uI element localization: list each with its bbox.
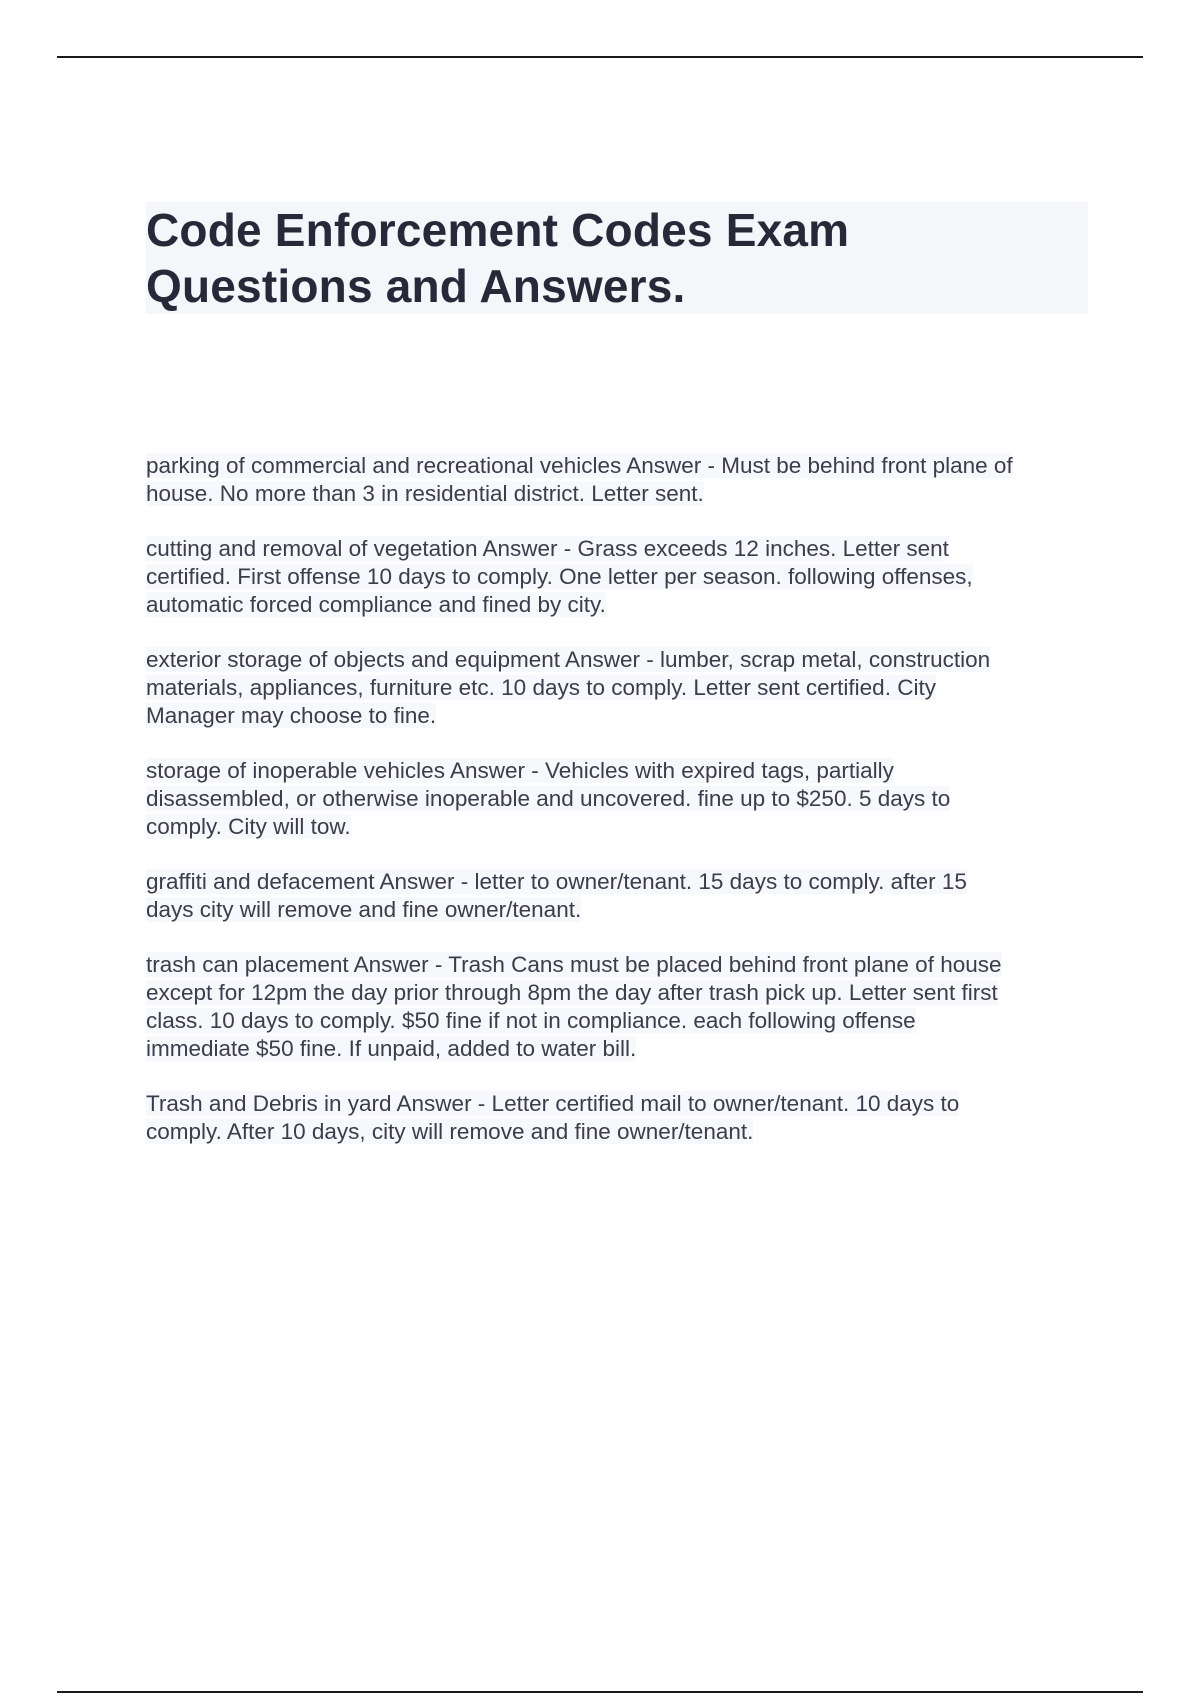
qa-line-text: cutting and removal of vegetation Answer - Grass exceeds 12 inches. Letter sent	[146, 536, 949, 561]
qa-line-text: comply. After 10 days, city will remove and fine owner/tenant.	[146, 1119, 754, 1144]
qa-item-commercial-vehicles	[146, 452, 1096, 508]
qa-line	[146, 702, 1096, 730]
qa-item-vegetation	[146, 535, 1096, 619]
qa-item-trash-debris	[146, 1090, 1096, 1146]
qa-line-text: except for 12pm the day prior through 8pm the day after trash pick up. Letter sent first	[146, 980, 998, 1005]
qa-line-text: house. No more than 3 in residential district. Letter sent.	[146, 481, 704, 506]
top-divider	[57, 56, 1143, 58]
qa-line	[146, 813, 1096, 841]
qa-item-exterior-storage	[146, 646, 1096, 730]
qa-line-text: comply. City will tow.	[146, 814, 351, 839]
qa-line	[146, 480, 1096, 508]
qa-line	[146, 1007, 1096, 1035]
qa-line-text: Manager may choose to fine.	[146, 703, 437, 728]
qa-line-text: parking of commercial and recreational vehicles Answer - Must be behind front plane of	[146, 453, 1013, 478]
title-line: Code Enforcement Codes Exam	[146, 204, 850, 256]
qa-line-text: days city will remove and fine owner/tenant.	[146, 897, 582, 922]
qa-line-text: immediate $50 fine. If unpaid, added to water bill.	[146, 1036, 637, 1061]
qa-line-text: certified. First offense 10 days to comply. One letter per season. following offenses,	[146, 564, 973, 589]
qa-line-text: exterior storage of objects and equipment Answer - lumber, scrap metal, construction	[146, 647, 991, 672]
qa-line-text: disassembled, or otherwise inoperable and uncovered. fine up to $250. 5 days to	[146, 786, 951, 811]
qa-line	[146, 646, 1096, 674]
qa-line-text: automatic forced compliance and fined by city.	[146, 592, 606, 617]
qa-line-text: trash can placement Answer - Trash Cans must be placed behind front plane of house	[146, 952, 1002, 977]
qa-line-text: Trash and Debris in yard Answer - Letter certified mail to owner/tenant. 10 days to	[146, 1091, 960, 1116]
qa-line	[146, 1090, 1096, 1118]
qa-line	[146, 951, 1096, 979]
qa-line	[146, 452, 1096, 480]
qa-line	[146, 1118, 1096, 1146]
qa-line-text: storage of inoperable vehicles Answer - Vehicles with expired tags, partially	[146, 758, 894, 783]
qa-item-inoperable-vehicles	[146, 757, 1096, 841]
qa-item-trash-can-placement	[146, 951, 1096, 1063]
qa-list	[146, 452, 1096, 1173]
document-title	[146, 202, 1088, 314]
bottom-divider	[57, 1691, 1143, 1693]
qa-line	[146, 535, 1096, 563]
qa-line	[146, 591, 1096, 619]
qa-line	[146, 868, 1096, 896]
qa-line-text: class. 10 days to comply. $50 fine if not in compliance. each following offense	[146, 1008, 916, 1033]
qa-line	[146, 563, 1096, 591]
qa-line	[146, 674, 1096, 702]
qa-line	[146, 785, 1096, 813]
title-line: Questions and Answers.	[146, 260, 686, 312]
qa-item-graffiti	[146, 868, 1096, 924]
qa-line	[146, 757, 1096, 785]
qa-line	[146, 1035, 1096, 1063]
title-block	[146, 202, 1088, 314]
qa-line-text: materials, appliances, furniture etc. 10 days to comply. Letter sent certified. City	[146, 675, 936, 700]
qa-line	[146, 979, 1096, 1007]
qa-line-text: graffiti and defacement Answer - letter to owner/tenant. 15 days to comply. after 15	[146, 869, 967, 894]
qa-line	[146, 896, 1096, 924]
